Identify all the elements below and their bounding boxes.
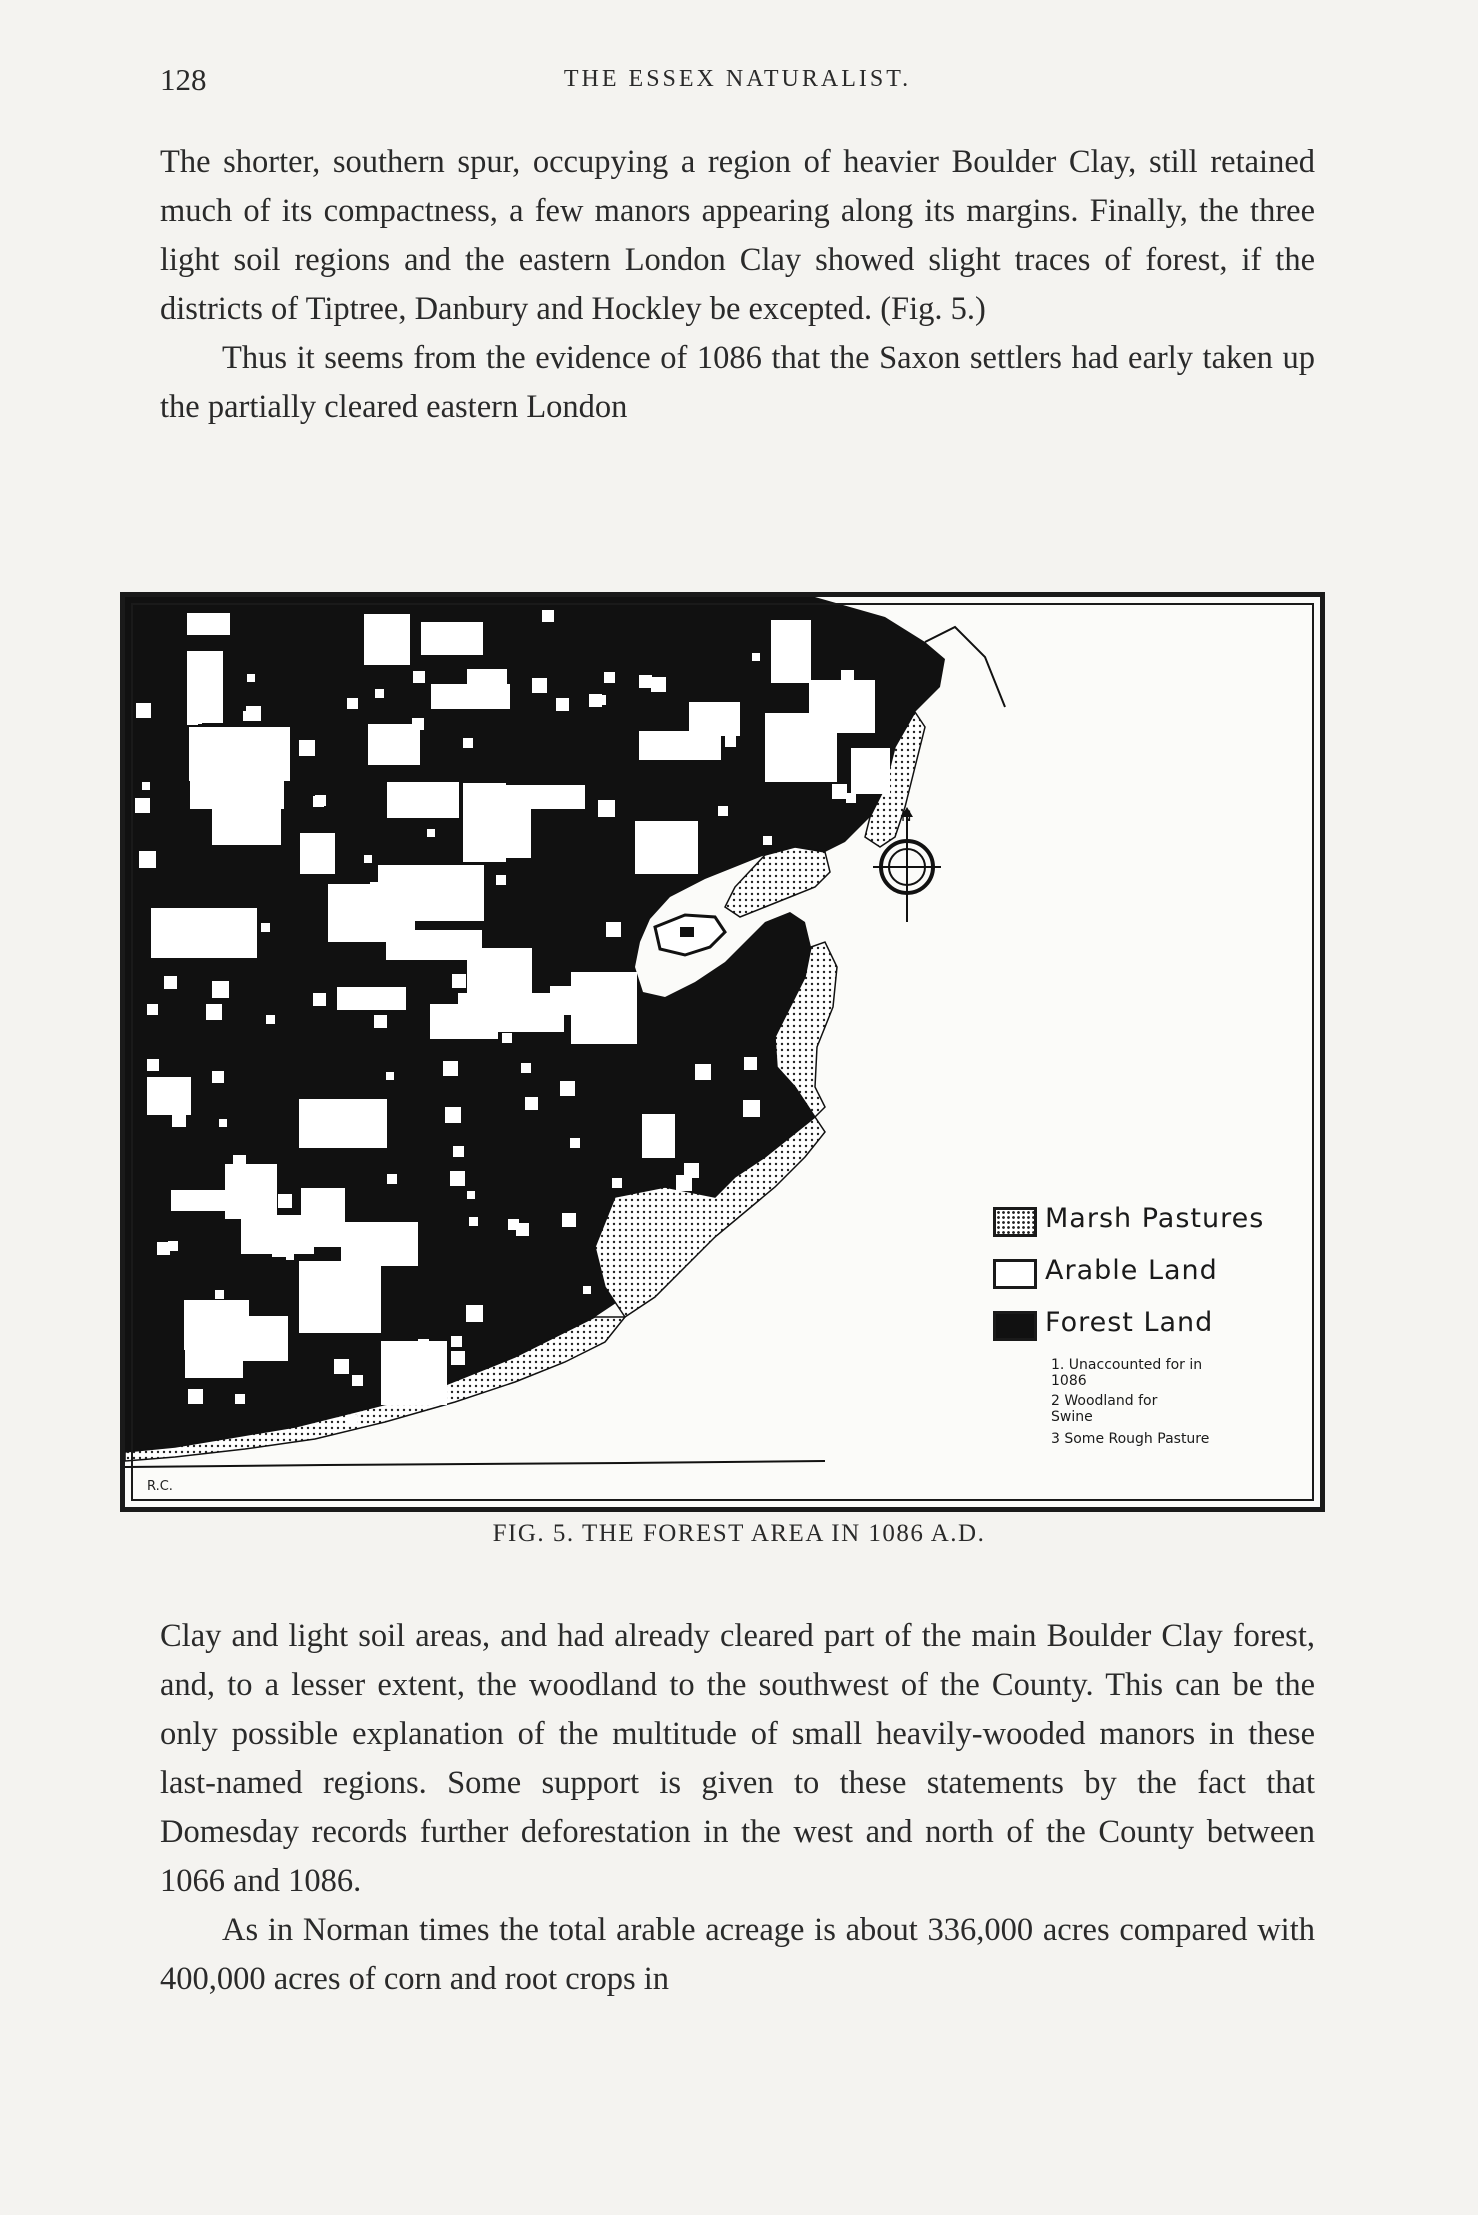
arable-clearing [202, 935, 213, 946]
arable-clearing [570, 1138, 580, 1148]
arable-clearing [374, 1015, 387, 1028]
arable-clearing [381, 1341, 447, 1405]
arable-clearing [571, 972, 637, 1044]
arable-clearing [235, 1394, 245, 1404]
arable-clearing [556, 698, 569, 711]
arable-clearing [135, 798, 150, 813]
arable-clearing [467, 1191, 475, 1199]
arable-clearing [151, 908, 257, 958]
arable-clearing [164, 976, 177, 989]
arable-clearing [299, 740, 315, 756]
arable-clearing [606, 922, 621, 937]
arable-clearing [147, 1077, 191, 1115]
arable-clearing [412, 718, 424, 730]
arable-clearing [347, 698, 358, 709]
arable-clearing [219, 1119, 227, 1127]
arable-clearing [212, 981, 229, 998]
arable-swatch [993, 1259, 1037, 1289]
arable-clearing [463, 738, 473, 748]
arable-clearing [744, 1057, 757, 1070]
running-title: THE ESSEX NATURALIST. [563, 66, 912, 92]
arable-clearing [349, 1250, 363, 1264]
arable-clearing [482, 785, 531, 858]
paragraph: The shorter, southern spur, occupying a region of heavier Boulder Clay, still retained much of its compactness, a few manors appearing along its margins. Finally, the three light soil regions and the eastern London Clay showed slight traces of forest, if the districts of Tiptree, Danbury and Hockley be excepted. (Fig. 5.) [160, 144, 1315, 327]
arable-clearing [763, 836, 772, 845]
arable-clearing [418, 1339, 429, 1350]
arable-clearing [725, 736, 736, 747]
page-header [160, 62, 1315, 106]
arable-clearing [142, 782, 150, 790]
arable-clearing [392, 881, 400, 889]
arable-clearing [171, 1190, 227, 1211]
legend-label: Arable Land [1045, 1255, 1218, 1286]
compass-label: N [901, 809, 912, 825]
arable-clearing [136, 703, 151, 718]
arable-clearing [200, 669, 214, 683]
arable-clearing [378, 865, 484, 921]
map-legend [993, 1203, 1323, 1507]
arable-clearing [172, 1113, 186, 1127]
legend-note: 1086 [1051, 1373, 1087, 1389]
arable-clearing [313, 993, 326, 1006]
arable-clearing [562, 1213, 576, 1227]
arable-clearing [832, 784, 847, 799]
arable-clearing [352, 1375, 363, 1386]
arable-clearing [386, 930, 482, 960]
arable-clearing [809, 680, 875, 733]
arable-clearing [502, 1033, 512, 1043]
arable-clearing [299, 1261, 381, 1333]
arable-clearing [453, 1146, 464, 1157]
marsh-swatch [993, 1207, 1037, 1237]
arable-clearing [387, 782, 459, 818]
arable-clearing [301, 1188, 345, 1247]
arable-clearing [718, 806, 728, 816]
arable-clearing [635, 821, 698, 874]
arable-clearing [451, 1351, 465, 1365]
arable-clearing [583, 1286, 591, 1294]
arable-clearing [216, 1316, 288, 1361]
arable-clearing [215, 1290, 224, 1299]
arable-clearing [413, 671, 425, 683]
arable-clearing [516, 1223, 529, 1236]
arable-clearing [337, 987, 406, 1010]
arable-clearing [451, 1336, 462, 1347]
arable-clearing [147, 1004, 158, 1015]
arable-clearing [421, 622, 483, 655]
arable-clearing [243, 711, 253, 721]
arable-clearing [642, 1114, 675, 1158]
arable-clearing [139, 851, 156, 868]
arable-clearing [372, 643, 381, 652]
arable-clearing [789, 734, 806, 751]
arable-clearing [212, 1071, 224, 1083]
arable-clearing [846, 793, 856, 803]
arable-clearing [771, 620, 811, 683]
legend-note: Swine [1051, 1409, 1093, 1425]
arable-clearing [265, 1215, 282, 1232]
body-text-bottom [160, 1612, 1315, 2004]
arable-clearing [525, 1097, 538, 1110]
arable-clearing [387, 1174, 397, 1184]
arable-clearing [206, 1004, 222, 1020]
arable-clearing [236, 1343, 250, 1357]
arable-clearing [752, 653, 760, 661]
arable-clearing [485, 672, 495, 682]
arable-clearing [196, 706, 212, 722]
arable-clearing [431, 1008, 448, 1025]
arable-clearing [445, 1107, 461, 1123]
arable-clearing [469, 1217, 478, 1226]
arable-clearing [225, 1164, 277, 1219]
legend-note: 3 Some Rough Pasture [1051, 1431, 1210, 1447]
arable-clearing [560, 1081, 575, 1096]
legend-label: Marsh Pastures [1045, 1203, 1265, 1234]
arable-clearing [300, 833, 335, 874]
arable-clearing [841, 670, 854, 683]
arable-clearing [247, 674, 255, 682]
arable-clearing [315, 795, 326, 806]
arable-clearing [190, 765, 284, 809]
arable-clearing [299, 1099, 387, 1148]
arable-clearing [491, 850, 500, 859]
arable-clearing [147, 1059, 159, 1071]
arable-clearing [431, 684, 510, 709]
arable-clearing [295, 1236, 307, 1248]
arable-clearing [450, 1171, 465, 1186]
arable-clearing [598, 800, 615, 817]
arable-clearing [386, 1072, 394, 1080]
arable-clearing [348, 1415, 357, 1424]
arable-clearing [466, 1305, 483, 1322]
arable-clearing [187, 613, 230, 635]
arable-clearing [521, 1063, 531, 1073]
arable-clearing [743, 1100, 760, 1117]
arable-clearing [596, 695, 606, 705]
map-initials: R.C. [147, 1479, 173, 1494]
arable-clearing [168, 1241, 178, 1251]
arable-clearing [443, 1061, 458, 1076]
page-number: 128 [160, 62, 207, 97]
arable-clearing [532, 678, 547, 693]
legend-note: 1. Unaccounted for in [1051, 1357, 1203, 1373]
arable-clearing [334, 1359, 349, 1374]
paragraph: Thus it seems from the evidence of 1086 that the Saxon settlers had early taken up the partially cleared eastern London [160, 340, 1315, 425]
arable-clearing [188, 1389, 203, 1404]
arable-clearing [542, 610, 554, 622]
arable-clearing [647, 742, 656, 751]
arable-clearing [496, 875, 506, 885]
arable-clearing [419, 801, 430, 812]
arable-clearing [272, 1243, 286, 1257]
arable-clearing [651, 677, 666, 692]
figure-caption: FIG. 5. THE FOREST AREA IN 1086 A.D. [492, 1520, 986, 1547]
forest-swatch [993, 1311, 1037, 1341]
arable-clearing [375, 689, 384, 698]
arable-clearing [266, 1015, 275, 1024]
arable-clearing [639, 675, 652, 688]
arable-clearing [689, 702, 740, 736]
legend-label: Forest Land [1045, 1307, 1214, 1338]
arable-clearing [612, 1178, 622, 1188]
arable-clearing [851, 748, 890, 794]
arable-clearing [364, 855, 372, 863]
arable-clearing [286, 1252, 294, 1260]
arable-clearing [684, 1163, 699, 1178]
paragraph: Clay and light soil areas, and had already cleared part of the main Boulder Clay forest, and, to a lesser extent, the woodland to the southwest of the County. This can be the only possible explanation of the multitude of small heavily-wooded manors in these last-named regions. Some support is given to these statements by the fact that Domesday records further deforestation in the west and north of the County between 1066 and 1086. [160, 1618, 1315, 1899]
arable-clearing [364, 614, 410, 665]
arable-clearing [368, 724, 420, 765]
arable-clearing [190, 1325, 202, 1337]
arable-clearing [278, 1194, 292, 1208]
body-text-top [160, 138, 1315, 432]
forest-map-figure [120, 592, 1325, 1512]
arable-clearing [695, 1064, 711, 1080]
arable-clearing [237, 734, 246, 743]
arable-clearing [233, 1155, 246, 1168]
paragraph: As in Norman times the total arable acreage is about 336,000 acres compared with 400,000 acres of corn and root crops in [160, 1912, 1315, 1997]
arable-clearing [452, 974, 466, 988]
arable-clearing [604, 672, 615, 683]
arable-clearing [261, 923, 270, 932]
arable-clearing [427, 829, 435, 837]
legend-note: 2 Woodland for [1051, 1393, 1158, 1409]
